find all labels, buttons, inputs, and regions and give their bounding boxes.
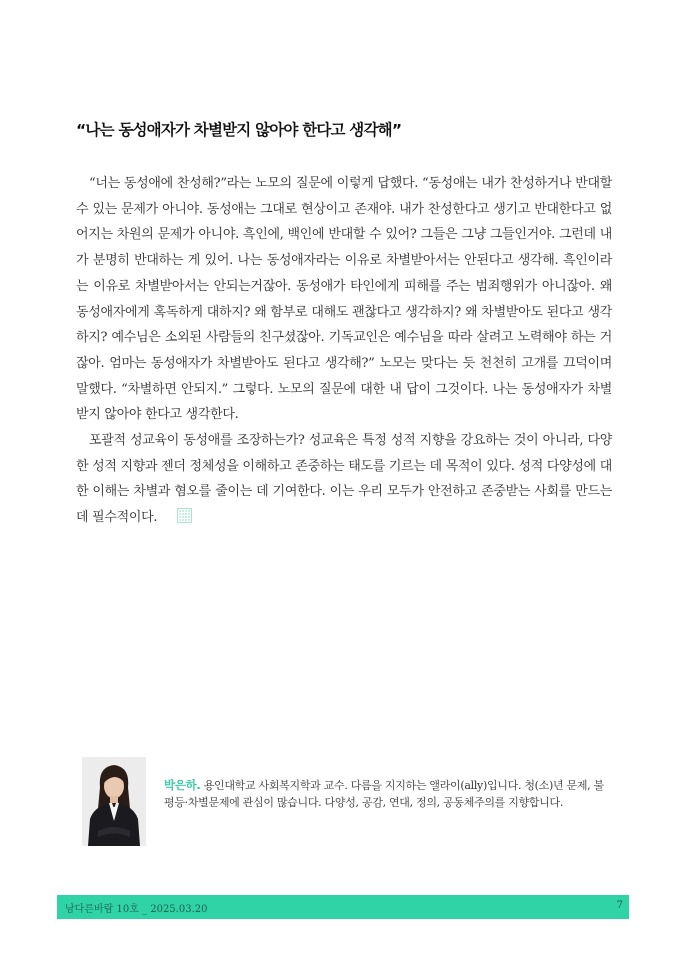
paragraph-1: “너는 동성애에 찬성해?”라는 노모의 질문에 이렇게 답했다. “동성애는 내가 찬성하거나 반대할 수 있는 문제가 아니야. 동성애는 그대로 현상이고 존재야. 내가 찬성한다고 생기고 반대한다고 없어지는 차원의 문제가 아니야. 흑인에, 백인에 반대할 수 있어? 그들은 그냥 그들인거야. 그런데 내가 분명히 반대하는 게 있어. 나는 동성애자라는 이유로 차별받아서는 안된다고 생각해. 흑인이라는 이유로 차별받아서는 안되는거잖아. 동성애가 타인에게 피해를 주는 범죄행위가 아니잖아. 왜 동성애자에게 혹독하게 대하지? 왜 함부로 대해도 괜찮다고 생각하지? 왜 차별받아도 된다고 생각하지? 예수님은 소외된 사람들의 친구셨잖아. 기독교인은 예수님을 따라 살려고 노력해야 하는 거잖아. 엄마는 동성애자가 차별받아도 된다고 생각해?” 노모는 맞다는 듯 천천히 고개를 끄덕이며 말했다. “차별하면 안되지.” 그렇다. 노모의 질문에 대한 내 답이 그것이다. 나는 동성애자가 차별받지 않아야 한다고 생각한다. (76, 176, 612, 423)
paragraph-2 (76, 428, 612, 531)
page-number: 7 (616, 900, 623, 911)
author-bio (164, 777, 614, 811)
author-description: 용인대학교 사회복지학과 교수. 다름을 지지하는 앨라이(ally)입니다. 청(소)년 문제, 불평등·차별문제에 관심이 많습니다. 다양성, 공감, 연대, 정의, 공동체주의를 지향합니다. (164, 779, 604, 809)
article-title: “나는 동성애자가 차별받지 않아야 한다고 생각해” (76, 121, 402, 139)
footer-publication: 남다른바람 10호 _ 2025.03.20 (65, 904, 208, 915)
page-footer (57, 895, 629, 919)
author-photo (82, 757, 146, 846)
paragraph-2-text: 포괄적 성교육이 동성애를 조장하는가? 성교육은 특정 성적 지향을 강요하는 것이 아니라, 다양한 성적 지향과 젠더 정체성을 이해하고 존중하는 태도를 기르는 데 목적이 있다. 성적 다양성에 대한 이해는 차별과 혐오를 줄이는 데 기여한다. 이는 우리 모두가 안전하고 존중받는 사회를 만드는 데 필수적이다. (76, 433, 612, 526)
article-body (76, 171, 612, 531)
end-mark-icon (177, 508, 192, 523)
author-name: 박은하. (164, 778, 201, 792)
author-portrait-icon (82, 757, 146, 846)
